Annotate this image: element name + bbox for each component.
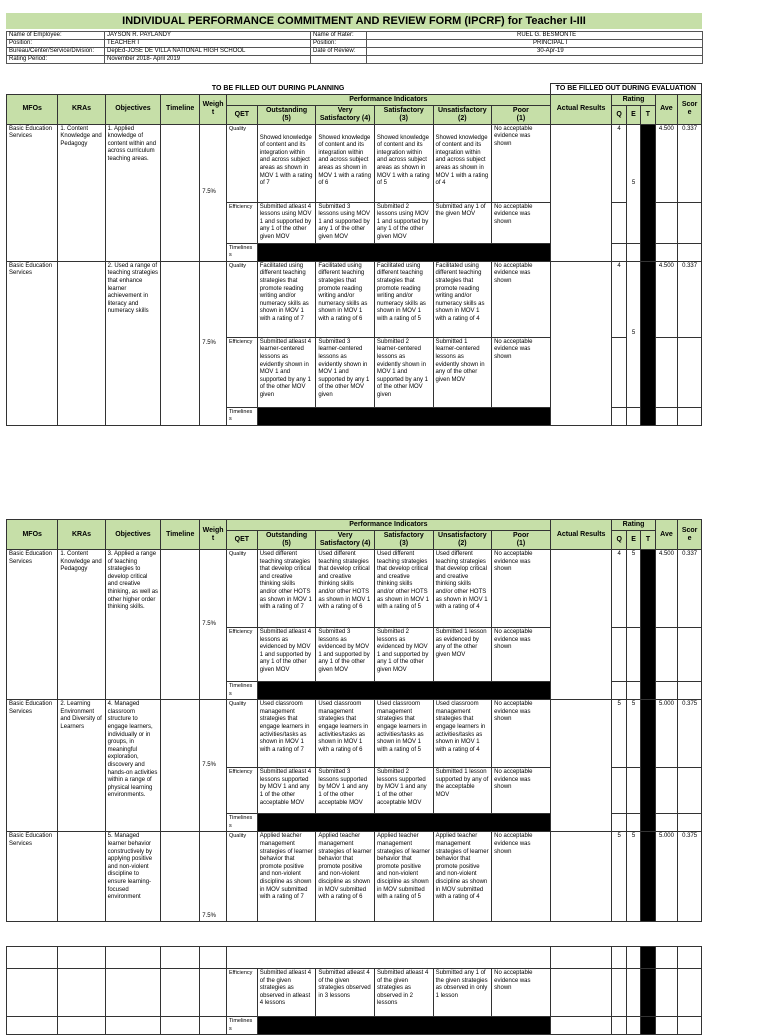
q-header: Q [612,531,626,550]
qet-timeliness: Timeliness [226,682,257,700]
indicator-cell: Applied teacher management strategies of learner behavior that promote positive and non-violent discipline as shown in MOV submitted with a rating of 6 [316,832,375,922]
rating-header: Rating [612,520,655,531]
indicator-cell: Submitted atleast 4 lessons using MOV 1 and supported by any 1 of the other given MOV [257,202,316,243]
indicator-cell: No acceptable evidence was shown [492,261,551,337]
outstanding-header: Outstanding (5) [257,105,316,124]
score-cell: 0.337 [678,550,702,628]
indicator-cell: No acceptable evidence was shown [492,768,551,814]
kra-cell [58,261,105,425]
rater-position-label: Position: [311,40,367,48]
mfo-cell: Basic Education Services [7,261,58,425]
employee-info [6,31,702,64]
indicator-cell: Submitted 3 learner-centered lessons as evidently shown in MOV 1 and supported by any 1 of the other MOV given [316,337,375,407]
qet-efficiency: Efficiency [226,337,257,407]
rater-label: Name of Rater: [311,32,367,40]
mfos-header: MFOs [7,94,58,124]
performance-indicators-header: Performance Indicators [226,94,550,105]
rating-q: 4 [612,550,626,628]
indicator-cell: Facilitated using different teaching strategies that promote reading writing and/or numeracy skills as shown in MOV 1 with a rating of 7 [257,261,316,337]
indicator-cell: Used classroom management strategies that engage learners in activities/tasks as shown in MOV 1 with a rating of 6 [316,700,375,768]
timeline-cell [161,550,200,700]
rating-q: 4 [612,261,626,337]
score-header: Score [678,94,702,124]
table-row [7,124,702,202]
review-date: 30-Apr-19 [367,48,703,56]
timeline-header: Timeline [161,94,200,124]
qet-header: QET [226,105,257,124]
indicator-cell: Submitted any 1 of the given MOV [433,202,492,243]
actual-results-header: Actual Results [550,520,612,550]
kra-cell: 2. Learning Environment and Diversity of Learners [58,700,105,832]
ave-cell: 4.500 [655,550,678,628]
actual-results-cell [550,261,612,425]
indicator-cell: No acceptable evidence was shown [492,202,551,243]
table-row [7,969,702,1017]
q-header: Q [612,105,626,124]
indicator-cell: Submitted atleast 4 lessons supported by MOV 1 and any 1 of the other acceptable MOV [257,768,316,814]
rating-t [641,550,655,700]
kra-cell: 1. Content Knowledge and Pedagogy [58,124,105,261]
indicator-cell: No acceptable evidence was shown [492,550,551,628]
indicator-cell: No acceptable evidence was shown [492,337,551,407]
ave-cell: 5.000 [655,832,678,922]
satisfactory-header: Satisfactory (3) [374,105,433,124]
rater-position: PRINCIPAL I [367,40,703,48]
very-satisfactory-header: Very Satisfactory (4) [316,105,375,124]
review-date-label: Date of Review: [311,48,367,56]
indicator-cell: Used different teaching strategies that develop critical and creative thinking skills and/or other HOTS as shown in MOV 1 with a rating of 6 [316,550,375,628]
score-header: Score [678,520,702,550]
performance-indicators-header: Performance Indicators [226,520,550,531]
rating-e: 5 [626,124,640,243]
unsatisfactory-header: Unsatisfactory (2) [433,531,492,550]
rating-e: 5 [626,700,640,768]
objective-cell: 4. Managed classroom structure to engage learners, individually or in groups, in meaningful exploration, discovery and hands-on activities within a range of physical learning environments. [105,700,161,832]
ave-cell: 4.500 [655,261,678,337]
outstanding-header: Outstanding (5) [257,531,316,550]
objective-cell: 2. Used a range of teaching strategies that enhance learner achievement in literacy and numeracy skills [105,261,161,425]
rating-t [641,832,655,922]
weight-header: Weight [200,94,227,124]
ipcrf-table-2 [6,519,702,919]
indicator-cell: No acceptable evidence was shown [492,628,551,682]
qet-quality: Quality [226,700,257,768]
weight-cell: 7.5% [200,700,227,832]
indicator-cell: Submitted any 1 of the given strategies as observed in only 1 lesson [433,969,492,1017]
objective-cell: 3. Applied a range of teaching strategies to develop critical and creative thinking, as well as other higher order thinking skills. [105,550,161,700]
qet-quality: Quality [226,832,257,922]
indicator-cell: Submitted 2 learner-centered lessons as evidently shown in MOV 1 and supported by any 1 of the other MOV given [374,337,433,407]
rating-e: 5 [626,832,640,922]
indicator-cell: Showed knowledge of content and its integration within and across subject areas as shown in MOV 1 with a rating of 5 [374,124,433,202]
indicator-cell: Showed knowledge of content and its integration within and across subject areas as shown in MOV 1 with a rating of 7 [257,124,316,202]
qet-timeliness: Timeliness [226,1017,257,1035]
indicator-cell: Facilitated using different teaching strategies that promote reading writing and/or numeracy skills as shown in MOV 1 with a rating of 6 [316,261,375,337]
kra-cell: 1. Content Knowledge and Pedagogy [58,550,105,700]
kras-header: KRAs [58,94,105,124]
indicator-cell: Applied teacher management strategies of learner behavior that promote positive and non-violent discipline as shown in MOV submitted with a rating of 4 [433,832,492,922]
table-row [7,832,702,922]
rater-name: RUEL G. BESMONTE [367,32,703,40]
t-header: T [641,105,655,124]
indicator-cell: Submitted 1 lesson as evidenced by any of the other given MOV [433,628,492,682]
indicator-cell: Submitted 3 lessons supported by MOV 1 and any 1 of the other acceptable MOV [316,768,375,814]
ipcrf-table-1 [6,83,702,426]
indicator-cell: Submitted atleast 4 of the given strategies observed in 3 lessons [316,969,375,1017]
indicator-cell: Used classroom management strategies that engage learners in activities/tasks as shown in MOV 1 with a rating of 5 [374,700,433,768]
objective-cell: 5. Managed learner behavior constructively by applying positive and non-violent discipline to ensure learning-focused environment [105,832,161,922]
satisfactory-header: Satisfactory (3) [374,531,433,550]
rating-header: Rating [612,94,655,105]
rating-t [641,124,655,261]
weight-header: Weight [200,520,227,550]
timeline-cell [161,700,200,832]
timeline-header: Timeline [161,520,200,550]
indicator-cell: Used classroom management strategies that engage learners in activities/tasks as shown in MOV 1 with a rating of 4 [433,700,492,768]
ave-cell: 5.000 [655,700,678,768]
indicator-cell: No acceptable evidence was shown [492,969,551,1017]
indicator-cell: Applied teacher management strategies of learner behavior that promote positive and non-violent discipline as shown in MOV submitted with a rating of 5 [374,832,433,922]
indicator-cell: Facilitated using different teaching strategies that promote reading writing and/or numeracy skills as shown in MOV 1 with a rating of 5 [374,261,433,337]
mfos-header: MFOs [7,520,58,550]
indicator-cell: Submitted atleast 4 of the given strategies as observed in atleast 4 lessons [257,969,316,1017]
employee-label: Name of Employee: [7,32,105,40]
weight-cell: 7.5% [200,550,227,700]
indicator-cell: Used different teaching strategies that develop critical and creative thinking skills and/or other HOTS as shown in MOV 1 with a rating of 4 [433,550,492,628]
indicator-cell: No acceptable evidence was shown [492,700,551,768]
indicator-cell: Showed knowledge of content and its integration within and across subject areas as shown in MOV 1 with a rating of 4 [433,124,492,202]
qet-efficiency: Efficiency [226,628,257,682]
mfo-cell: Basic Education Services [7,124,58,261]
indicator-cell: Submitted 3 lessons as evidenced by MOV 1 and supported by any 1 of the other given MOV [316,628,375,682]
poor-header: Poor (1) [492,105,551,124]
qet-timeliness: Timeliness [226,814,257,832]
division-name: DepEd-JOSE DE VILLA NATIONAL HIGH SCHOOL [105,48,311,56]
rating-q: 5 [612,832,626,922]
score-cell: 0.337 [678,124,702,202]
very-satisfactory-header: Very Satisfactory (4) [316,531,375,550]
indicator-cell: Submitted 2 lessons as evidenced by MOV 1 and supported by any 1 of the other given MOV [374,628,433,682]
rating-e: 5 [626,261,640,407]
indicator-cell: Submitted atleast 4 of the given strategies as observed in 2 lessons [374,969,433,1017]
table-row [7,550,702,628]
objective-cell: 1. Applied knowledge of content within and across curriculum teaching areas. [105,124,161,261]
weight-cell: 7.5% [200,261,227,425]
qet-timeliness: Timeliness [226,243,257,261]
ave-header: Ave [655,520,678,550]
t-header: T [641,531,655,550]
indicator-cell: Facilitated using different teaching strategies that promote reading writing and/or numeracy skills as shown in MOV 1 with a rating of 4 [433,261,492,337]
poor-header: Poor (1) [492,531,551,550]
actual-results-cell [550,832,612,922]
indicator-cell: Submitted 1 learner-centered lessons as evidently shown in any of the other given MOV [433,337,492,407]
qet-efficiency: Efficiency [226,969,257,1017]
qet-quality: Quality [226,124,257,202]
bureau-label: Bureau/Center/Service/Division: [7,48,105,56]
actual-results-header: Actual Results [550,94,612,124]
weight-cell: 7.5% [200,832,227,922]
objectives-header: Objectives [105,520,161,550]
indicator-cell: Showed knowledge of content and its integration within and across subject areas as shown in MOV 1 with a rating of 6 [316,124,375,202]
indicator-cell: Applied teacher management strategies of learner behavior that promote positive and non-violent discipline as shown in MOV submitted with a rating of 7 [257,832,316,922]
indicator-cell: Used different teaching strategies that develop critical and creative thinking skills and/or other HOTS as shown in MOV 1 with a rating of 5 [374,550,433,628]
timeline-cell [161,832,200,922]
rating-q: 5 [612,700,626,768]
rating-t [641,700,655,832]
indicator-cell: Used classroom management strategies that engage learners in activities/tasks as shown in MOV 1 with a rating of 7 [257,700,316,768]
score-cell: 0.375 [678,700,702,768]
timeline-cell [161,124,200,261]
indicator-cell: Submitted 2 lessons using MOV 1 and supported by any 1 of the other given MOV [374,202,433,243]
ave-header: Ave [655,94,678,124]
e-header: E [626,531,640,550]
indicator-cell: Submitted atleast 4 lessons as evidenced by MOV 1 and supported by any 1 of the other given MOV [257,628,316,682]
score-cell: 0.375 [678,832,702,922]
indicator-cell: Used different teaching strategies that develop critical and creative thinking skills and/or other HOTS as shown in MOV 1 with a rating of 7 [257,550,316,628]
objectives-header: Objectives [105,94,161,124]
qet-quality: Quality [226,261,257,337]
qet-quality: Quality [226,550,257,628]
period-label: Rating Period: [7,56,105,64]
rating-t [641,261,655,425]
indicator-cell: No acceptable evidence was shown [492,124,551,202]
indicator-cell: Submitted 1 lesson supported by any of the acceptable MOV [433,768,492,814]
qet-timeliness: Timeliness [226,407,257,425]
weight-cell: 7.5% [200,124,227,261]
mfo-cell: Basic Education Services [7,550,58,700]
mfo-cell: Basic Education Services [7,700,58,832]
unsatisfactory-header: Unsatisfactory (2) [433,105,492,124]
rating-e: 5 [626,550,640,628]
indicator-cell: Submitted 3 lessons using MOV 1 and supported by any 1 of the other given MOV [316,202,375,243]
employee-position: TEACHER I [105,40,311,48]
indicator-cell: Submitted atleast 4 learner-centered lessons as evidently shown in MOV 1 and supported by any 1 of the other MOV given [257,337,316,407]
table-row [7,261,702,337]
rating-q: 4 [612,124,626,202]
position-label: Position: [7,40,105,48]
employee-name: JAYSON R. PAYLANDY [105,32,311,40]
evaluation-section-label: TO BE FILLED OUT DURING EVALUATION [550,84,701,95]
ave-cell: 4.500 [655,124,678,202]
kras-header: KRAs [58,520,105,550]
actual-results-cell [550,700,612,832]
qet-efficiency: Efficiency [226,202,257,243]
actual-results-cell [550,124,612,261]
rating-period: November 2018- April 2019 [105,56,311,64]
actual-results-cell [550,550,612,700]
score-cell: 0.337 [678,261,702,337]
kra-cell [58,832,105,922]
indicator-cell: Submitted 2 lessons supported by MOV 1 and any 1 of the other acceptable MOV [374,768,433,814]
planning-section-label: TO BE FILLED OUT DURING PLANNING [7,84,551,95]
form-title: INDIVIDUAL PERFORMANCE COMMITMENT AND REVIEW FORM (IPCRF) for Teacher I-III [6,13,702,29]
qet-efficiency: Efficiency [226,768,257,814]
ipcrf-table-3 [6,946,702,1032]
indicator-cell: No acceptable evidence was shown [492,832,551,922]
qet-header: QET [226,531,257,550]
e-header: E [626,105,640,124]
timeline-cell [161,261,200,425]
table-row [7,700,702,768]
mfo-cell: Basic Education Services [7,832,58,922]
